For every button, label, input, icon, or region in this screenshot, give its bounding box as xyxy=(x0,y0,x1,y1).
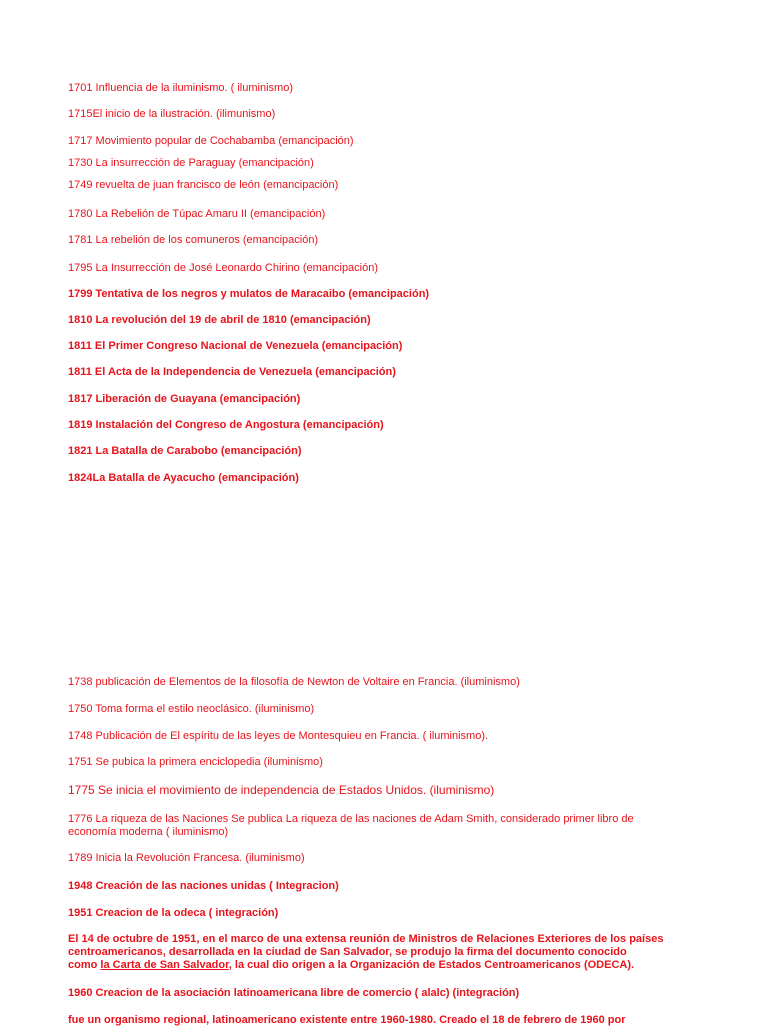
odeca-line3-suffix: , la cual dio origen a la Organización de Estados Centroamericanos (ODECA). xyxy=(228,959,635,971)
timeline-item-1730: 1730 La insurrección de Paraguay (emancipación) xyxy=(68,157,314,169)
alalc-paragraph: fue un organismo regional, latinoamericano existente entre 1960-1980. Creado el 18 de febrero de 1960 por xyxy=(68,1014,626,1026)
timeline-item-1717: 1717 Movimiento popular de Cochabamba (emancipación) xyxy=(68,135,354,147)
timeline-item-1738: 1738 publicación de Elementos de la filosofía de Newton de Voltaire en Francia. (iluminismo) xyxy=(68,676,520,688)
odeca-paragraph xyxy=(68,933,708,972)
timeline-item-1817: 1817 Liberación de Guayana (emancipación) xyxy=(68,393,301,405)
timeline-item-1748: 1748 Publicación de El espíritu de las leyes de Montesquieu en Francia. ( iluminismo). xyxy=(68,730,489,742)
timeline-item-1948: 1948 Creación de las naciones unidas ( Integracion) xyxy=(68,880,339,892)
timeline-item-1951: 1951 Creacion de la odeca ( integración) xyxy=(68,907,279,919)
timeline-item-1781: 1781 La rebelión de los comuneros (emancipación) xyxy=(68,234,319,246)
odeca-line3-prefix: como xyxy=(68,959,101,971)
timeline-item-1776-line1: 1776 La riqueza de las Naciones Se publica La riqueza de las naciones de Adam Smith, considerado primer libro de xyxy=(68,813,634,825)
timeline-item-1750: 1750 Toma forma el estilo neoclásico. (iluminismo) xyxy=(68,703,315,715)
odeca-paragraph-line1: El 14 de octubre de 1951, en el marco de una extensa reunión de Ministros de Relaciones Exteriores de los países xyxy=(68,933,664,945)
timeline-item-1701: 1701 Influencia de la iluminismo. ( iluminismo) xyxy=(68,82,293,94)
timeline-item-1819: 1819 Instalación del Congreso de Angostura (emancipación) xyxy=(68,419,384,431)
timeline-item-1795: 1795 La Insurrección de José Leonardo Chirino (emancipación) xyxy=(68,262,379,274)
timeline-item-1824: 1824La Batalla de Ayacucho (emancipación) xyxy=(68,472,299,484)
timeline-item-1960: 1960 Creacion de la asociación latinoamericana libre de comercio ( alalc) (integración) xyxy=(68,987,520,999)
timeline-item-1749: 1749 revuelta de juan francisco de león (emancipación) xyxy=(68,179,339,191)
timeline-item-1775: 1775 Se inicia el movimiento de independencia de Estados Unidos. (iluminismo) xyxy=(68,783,495,797)
odeca-paragraph-line3 xyxy=(68,959,708,972)
odeca-paragraph-line2: centroamericanos, desarrollada en la ciudad de San Salvador, se produjo la firma del documento conocido xyxy=(68,946,627,958)
timeline-item-1810: 1810 La revolución del 19 de abril de 1810 (emancipación) xyxy=(68,314,371,326)
carta-san-salvador-link[interactable]: la Carta de San Salvador xyxy=(100,959,229,971)
timeline-item-1751: 1751 Se pubica la primera enciclopedia (iluminismo) xyxy=(68,756,323,768)
timeline-item-1811-congreso: 1811 El Primer Congreso Nacional de Venezuela (emancipación) xyxy=(68,340,403,352)
timeline-item-1821: 1821 La Batalla de Carabobo (emancipación) xyxy=(68,445,302,457)
timeline-item-1799: 1799 Tentativa de los negros y mulatos de Maracaibo (emancipación) xyxy=(68,288,430,300)
timeline-item-1776-line2: economía moderna ( iluminismo) xyxy=(68,826,229,838)
timeline-item-1715: 1715El inicio de la ilustración. (ilimunismo) xyxy=(68,108,276,120)
timeline-item-1780: 1780 La Rebelión de Túpac Amaru II (emancipación) xyxy=(68,208,326,220)
timeline-item-1811-acta: 1811 El Acta de la Independencia de Venezuela (emancipación) xyxy=(68,366,396,378)
timeline-item-1789: 1789 Inicia la Revolución Francesa. (iluminismo) xyxy=(68,852,305,864)
